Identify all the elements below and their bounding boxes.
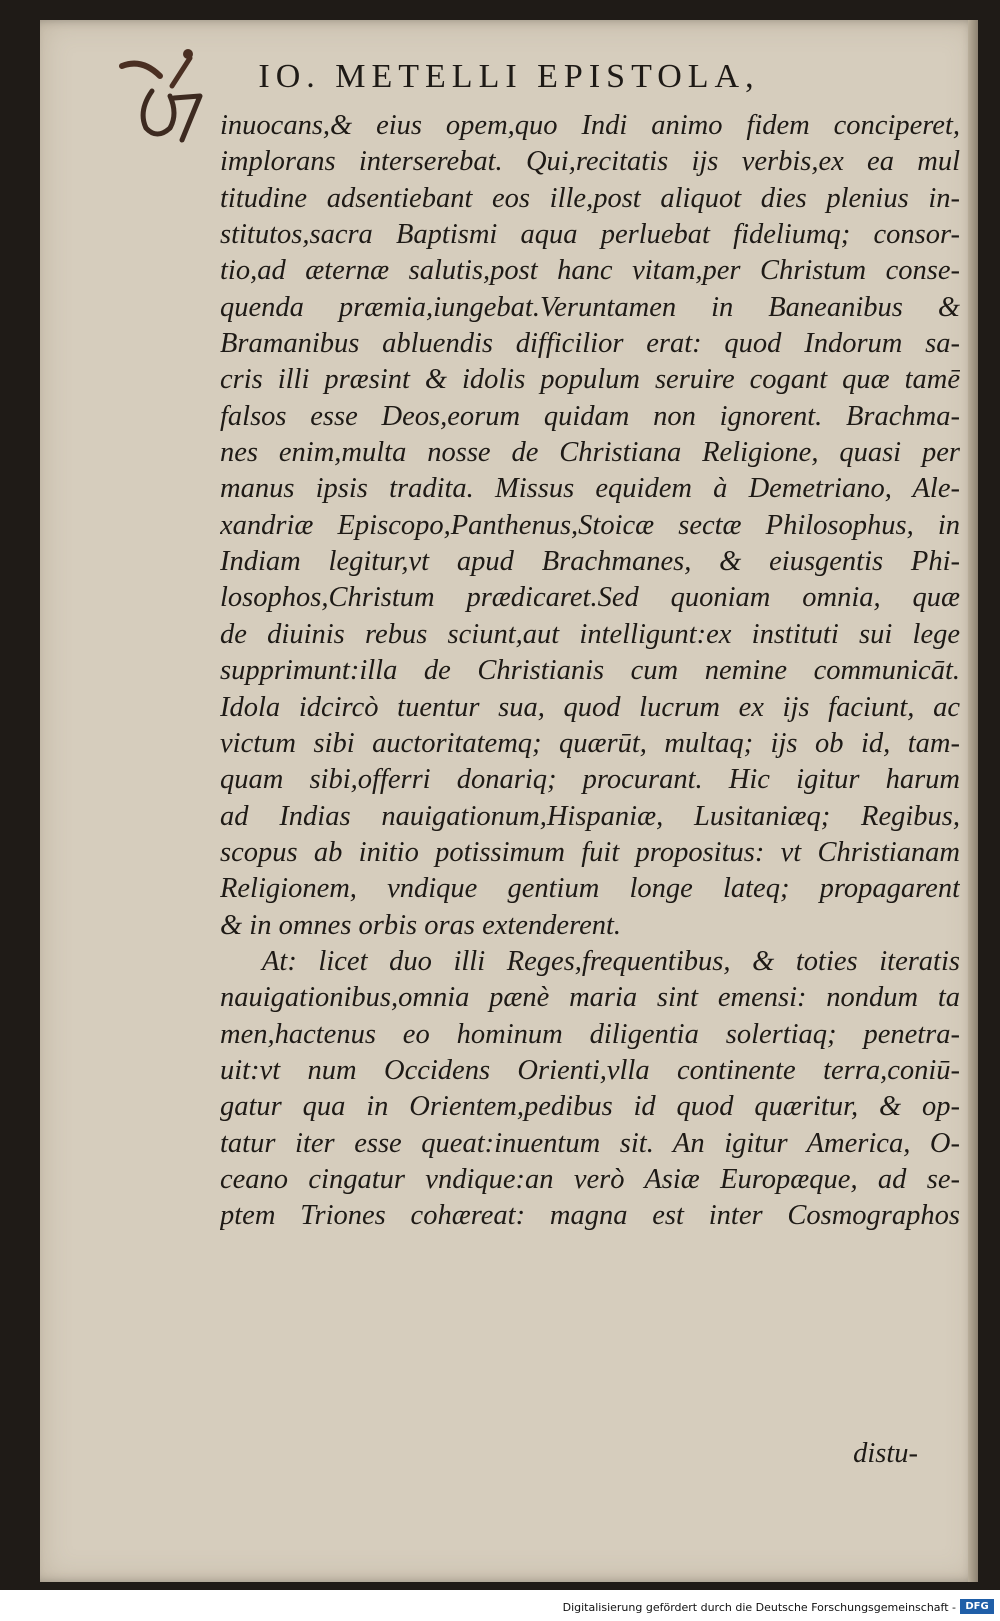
text-line: tio,ad æternæ salutis,post hanc vitam,per Christum conse- xyxy=(220,255,960,287)
text-line: de diuinis rebus sciunt,aut intelligunt:ex instituti sui lege xyxy=(220,618,960,650)
text-line: implorans interserebat. Qui,recitatis ijs verbis,ex ea mul xyxy=(220,146,960,178)
text-line: Indiam legitur,vt apud Brachmanes, & eiusgentis Phi- xyxy=(220,546,960,578)
text-line: Religionem, vndique gentium longe lateq; propagarent xyxy=(220,873,960,905)
text-line: uit:vt num Occidens Orienti,vlla continente terra,coniū- xyxy=(220,1054,960,1086)
page-edge-shadow xyxy=(968,20,978,1582)
text-line: ptem Triones cohæreat: magna est inter Cosmographos xyxy=(220,1200,960,1232)
body-text xyxy=(220,108,960,1235)
footer-credit: Digitalisierung gefördert durch die Deutsche Forschungsgemeinschaft - xyxy=(562,1601,956,1614)
text-line: At: licet duo illi Reges,frequentibus, & toties iteratis xyxy=(262,945,960,977)
digitization-footer xyxy=(0,1594,1000,1621)
text-line: tatur iter esse queat:inuentum sit. An igitur America, O- xyxy=(220,1127,960,1159)
catchword: distu- xyxy=(853,1438,918,1469)
running-head: IO. METELLI EPISTOLA, xyxy=(258,58,760,95)
text-line: ceano cingatur vndique:an verò Asiæ Europæque, ad se- xyxy=(220,1163,960,1195)
text-line: quam sibi,offerri donariq; procurant. Hic igitur harum xyxy=(220,764,960,796)
text-line: stitutos,sacra Baptismi aqua perluebat fideliumq; consor- xyxy=(220,219,960,251)
text-line: losophos,Christum prædicaret.Sed quoniam omnia, quæ xyxy=(220,582,960,614)
text-line: falsos esse Deos,eorum quidam non ignorent. Brachma- xyxy=(220,400,960,432)
text-line: titudine adsentiebant eos ille,post aliquot dies plenius in- xyxy=(220,182,960,214)
text-line: ad Indias nauigationum,Hispaniæ, Lusitaniæq; Regibus, xyxy=(220,800,960,832)
text-line: victum sibi auctoritatemq; quærūt, multaq; ijs ob id, tam- xyxy=(220,727,960,759)
text-line: nauigationibus,omnia pænè maria sint emensi: nondum ta xyxy=(220,982,960,1014)
text-line: xandriæ Episcopo,Panthenus,Stoicæ sectæ Philosophus, in xyxy=(220,509,960,541)
text-line: nes enim,multa nosse de Christiana Religione, quasi per xyxy=(220,437,960,469)
text-line: quenda præmia,iungebat.Veruntamen in Baneanibus & xyxy=(220,291,960,323)
text-line: & in omnes orbis oras extenderent. xyxy=(220,909,622,941)
dfg-logo[interactable]: DFG xyxy=(960,1599,994,1614)
text-line: gatur qua in Orientem,pedibus id quod quæritur, & op- xyxy=(220,1091,960,1123)
text-line: men,hactenus eo hominum diligentia solertiaq; penetra- xyxy=(220,1018,960,1050)
text-line: scopus ab initio potissimum fuit propositus: vt Christianam xyxy=(220,836,960,868)
text-line: inuocans,& eius opem,quo Indi animo fidem conciperet, xyxy=(220,110,960,141)
text-line: Bramanibus abluendis difficilior erat: quod Indorum sa- xyxy=(220,328,960,360)
text-line: supprimunt:illa de Christianis cum nemine communicāt. xyxy=(220,655,960,687)
text-line: manus ipsis tradita. Missus equidem à Demetriano, Ale- xyxy=(220,473,960,505)
text-line: Idola idcircò tuentur sua, quod lucrum ex ijs faciunt, ac xyxy=(220,691,960,723)
book-page xyxy=(40,20,978,1582)
text-line: cris illi præsint & idolis populum seruire cogant quæ tamē xyxy=(220,364,960,396)
